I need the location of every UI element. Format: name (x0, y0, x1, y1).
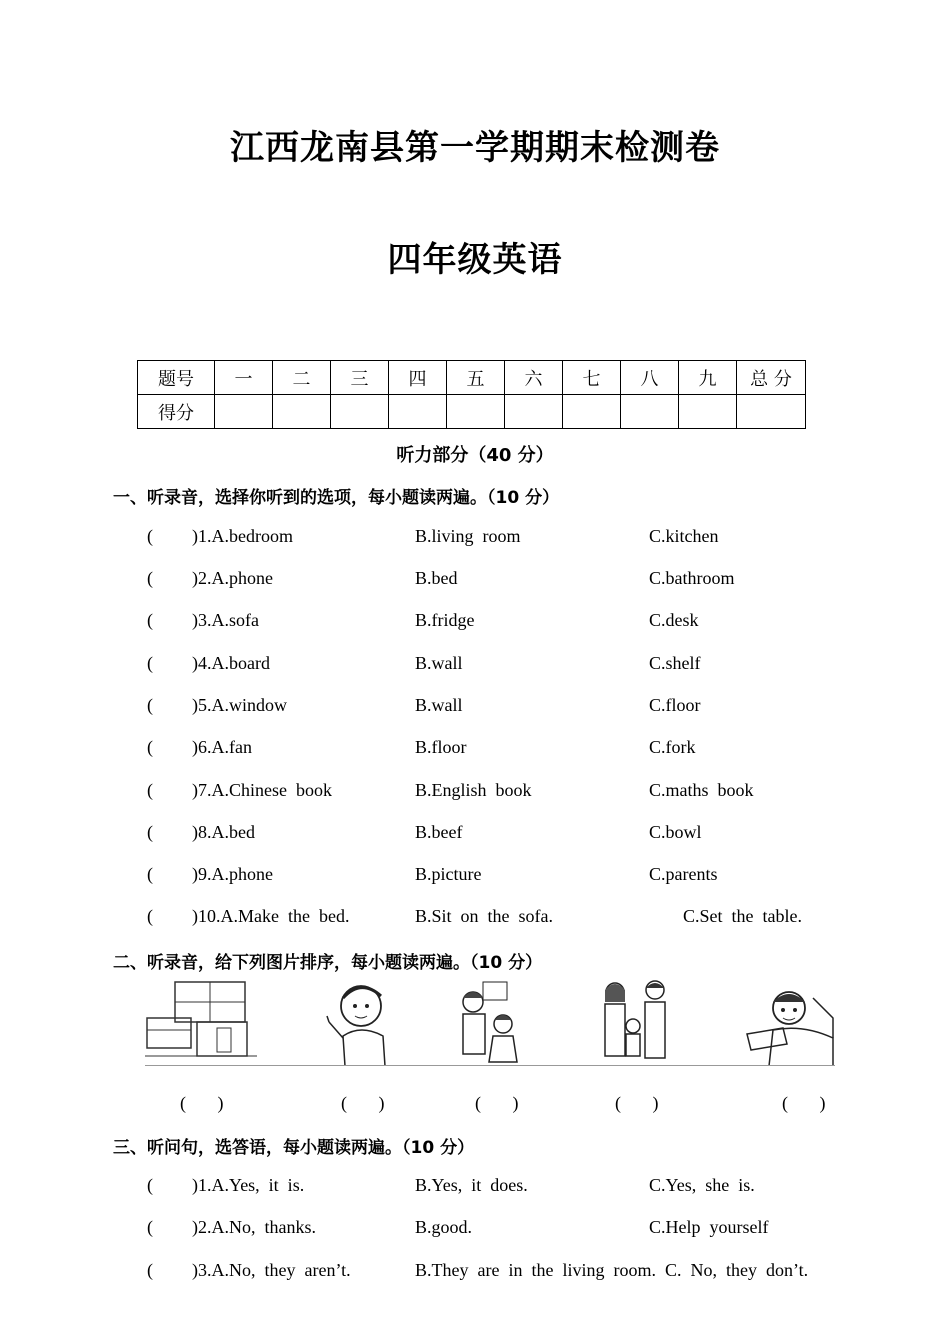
score-cell: 总 分 (737, 361, 806, 395)
option-c: C.bowl (649, 822, 702, 842)
picture-row (145, 978, 835, 1066)
question-row (0, 526, 950, 550)
score-input-cell[interactable] (273, 395, 331, 429)
answer-paren[interactable]: ( (147, 1260, 153, 1280)
score-cell: 七 (563, 361, 621, 395)
question-row (0, 1260, 950, 1284)
option-c: C.kitchen (649, 526, 719, 546)
answer-paren[interactable]: ( (147, 610, 153, 630)
score-table-header-row (138, 361, 806, 395)
score-cell: 二 (273, 361, 331, 395)
option-b: B.beef (415, 822, 463, 842)
option-b: B.good. (415, 1217, 473, 1237)
score-table (137, 360, 806, 429)
question-row (0, 906, 950, 930)
score-cell: 八 (621, 361, 679, 395)
answer-paren[interactable]: ( (147, 1217, 153, 1237)
option-c: C.Set the table. (683, 906, 802, 926)
score-cell: 五 (447, 361, 505, 395)
boy-pointing-picture (325, 978, 397, 1066)
score-input-cell[interactable] (389, 395, 447, 429)
option-a: )1.A.bedroom (192, 526, 293, 546)
answer-paren[interactable]: ( (147, 906, 153, 926)
answer-paren[interactable]: ( (147, 1175, 153, 1195)
option-b: B.floor (415, 737, 467, 757)
option-b: B.Sit on the sofa. (415, 906, 553, 926)
option-c: C.fork (649, 737, 696, 757)
answer-paren[interactable]: ( (147, 695, 153, 715)
option-b: B.picture (415, 864, 482, 884)
score-input-cell[interactable] (505, 395, 563, 429)
option-a: )2.A.No, thanks. (192, 1217, 316, 1237)
option-a: )10.A.Make the bed. (192, 906, 350, 926)
option-a: )2.A.phone (192, 568, 273, 588)
question-row (0, 568, 950, 592)
option-b: B.English book (415, 780, 532, 800)
score-row-label: 得分 (138, 395, 215, 429)
question-row (0, 610, 950, 634)
option-b: B.fridge (415, 610, 475, 630)
question-row (0, 653, 950, 677)
option-a: )7.A.Chinese book (192, 780, 332, 800)
option-a: )6.A.fan (192, 737, 252, 757)
part3-heading: 三、听问句，选答语，每小题读两遍。（10 分） (113, 1138, 475, 1158)
option-b: B.living room (415, 526, 521, 546)
score-cell: 一 (215, 361, 273, 395)
exam-title: 江西龙南县第一学期期末检测卷 (230, 128, 720, 168)
option-b: B.bed (415, 568, 458, 588)
option-a: )3.A.No, they aren’t. (192, 1260, 351, 1280)
option-c: C.parents (649, 864, 718, 884)
score-input-cell[interactable] (215, 395, 273, 429)
answer-bracket[interactable]: ( ) (475, 1093, 519, 1113)
score-input-cell[interactable] (621, 395, 679, 429)
answer-paren[interactable]: ( (147, 737, 153, 757)
exam-subtitle: 四年级英语 (387, 240, 563, 280)
option-b: B.Yes, it does. (415, 1175, 528, 1195)
answer-bracket[interactable]: ( ) (782, 1093, 826, 1113)
score-cell: 九 (679, 361, 737, 395)
option-a: )9.A.phone (192, 864, 273, 884)
score-input-cell[interactable] (679, 395, 737, 429)
option-c: C.Help yourself (649, 1217, 769, 1237)
score-input-cell[interactable] (737, 395, 806, 429)
question-row (0, 695, 950, 719)
option-a: )4.A.board (192, 653, 270, 673)
option-c: C.desk (649, 610, 699, 630)
option-b: B.wall (415, 695, 463, 715)
question-row (0, 1175, 950, 1199)
option-b: B.wall (415, 653, 463, 673)
family-picture (597, 978, 673, 1066)
answer-paren[interactable]: ( (147, 780, 153, 800)
option-c: C.floor (649, 695, 701, 715)
answer-paren[interactable]: ( (147, 653, 153, 673)
score-cell: 四 (389, 361, 447, 395)
answer-bracket[interactable]: ( ) (341, 1093, 385, 1113)
answer-bracket[interactable]: ( ) (615, 1093, 659, 1113)
score-input-cell[interactable] (447, 395, 505, 429)
answer-paren[interactable]: ( (147, 864, 153, 884)
part1-heading: 一、听录音，选择你听到的选项，每小题读两遍。（10 分） (113, 488, 560, 508)
score-cell: 六 (505, 361, 563, 395)
question-row (0, 1217, 950, 1241)
option-c: C.shelf (649, 653, 701, 673)
man-reading-picture (743, 978, 835, 1066)
option-c: C.bathroom (649, 568, 735, 588)
option-c: C.Yes, she is. (649, 1175, 755, 1195)
score-input-cell[interactable] (563, 395, 621, 429)
option-a: )5.A.window (192, 695, 287, 715)
bedroom-picture (145, 978, 257, 1066)
option-c: C.maths book (649, 780, 754, 800)
option-b: B.They are in the living room. C. No, they don’t. (415, 1260, 809, 1280)
question-row (0, 780, 950, 804)
answer-paren[interactable]: ( (147, 568, 153, 588)
picture-baseline (145, 1065, 835, 1066)
question-row (0, 737, 950, 761)
listening-heading: 听力部分（40 分） (396, 445, 554, 466)
question-row (0, 864, 950, 888)
score-input-cell[interactable] (331, 395, 389, 429)
option-a: )8.A.bed (192, 822, 255, 842)
score-cell: 三 (331, 361, 389, 395)
question-row (0, 822, 950, 846)
score-table-score-row (138, 395, 806, 429)
answer-paren[interactable]: ( (147, 822, 153, 842)
option-a: )1.A.Yes, it is. (192, 1175, 305, 1195)
mother-child-picture (457, 978, 529, 1066)
part2-heading: 二、听录音，给下列图片排序，每小题读两遍。（10 分） (113, 953, 543, 973)
answer-bracket[interactable]: ( ) (180, 1093, 224, 1113)
answer-paren[interactable]: ( (147, 526, 153, 546)
score-cell: 题号 (138, 361, 215, 395)
option-a: )3.A.sofa (192, 610, 259, 630)
